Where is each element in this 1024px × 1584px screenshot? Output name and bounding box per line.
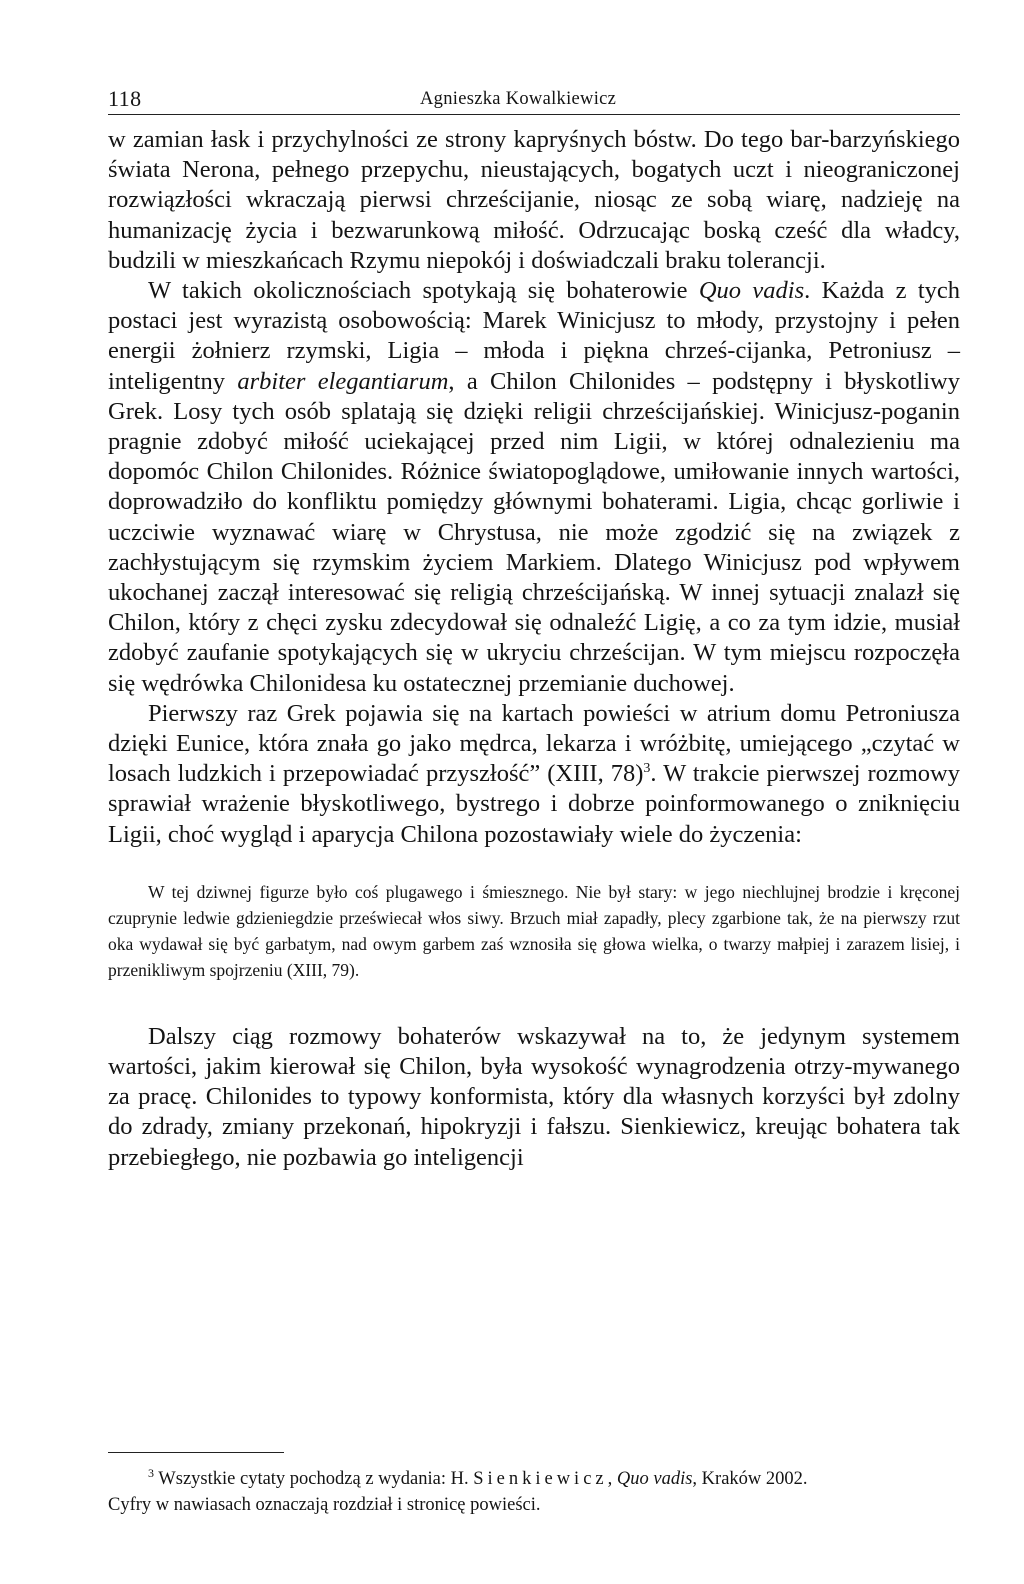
paragraph-3-part-b: . W trakcie pierwszej rozmowy sprawiał wrażenie błyskotliwego, bystrego i dobrze poinformowanego o zniknięciu Ligii, choć wygląd i aparycja Chilona pozostawiały wiele do życzenia: — [108, 760, 960, 848]
running-author: Agnieszka Kowalkiewicz — [420, 89, 617, 109]
paragraph-2-part-b: . Każda z tych postaci jest wyrazistą osobowością: Marek Winicjusz to młody, przystojny i pełen energii żołnierz rzymski, Ligia – młoda i piękna chrześ-cijanka, Petroniusz – inteligentny — [108, 277, 960, 395]
footnote-line-1 — [108, 1466, 960, 1492]
footnote-text-a: Wszystkie cytaty pochodzą z wydania: H. — [154, 1469, 474, 1489]
block-quote: W tej dziwnej figurze było coś plugawego i śmiesznego. Nie był stary: w jego niechlujnej brodzie i kręconej czuprynie ledwie gdzieniegdzie przeświecał włos siwy. Brzuch miał zapadły, plecy zgarbione tak, że na pierwszy rzut oka wydawał się być garbatym, nad owym garbem zaś wznosiła się głowa wielka, o twarzy małpiej i zarazem lisiej, i przenikliwym spojrzeniu (XIII, 79). — [108, 881, 960, 981]
footnote-text-b: , — [607, 1469, 617, 1489]
paragraph-2 — [108, 276, 960, 699]
running-header — [108, 80, 960, 115]
footnote-text-c: , Kraków 2002. — [692, 1469, 808, 1489]
paragraph-1: w zamian łask i przychylności ze strony kapryśnych bóstw. Do tego bar-barzyńskiego świata Nerona, pełnego przepychu, nieustających, bogatych uczt i nieograniczonej rozwiązłości wkraczają pierwsi chrześcijanie, niosąc ze sobą wiarę, nadzieję na humanizację życia i bezwarunkową miłość. Odrzucając boską cześć dla władcy, budzili w mieszkańcach Rzymu niepokój i doświadczali braku tolerancji. — [108, 126, 960, 274]
footnote-title: Quo vadis — [616, 1469, 693, 1489]
latin-phrase: arbiter elegantiarum — [237, 367, 449, 395]
footnote-author: Sienkiewicz — [473, 1469, 608, 1489]
paragraph-2-part-c: , a Chilon Chilonides – podstępny i błyskotliwy Grek. Losy tych osób splatają się dzięki religii chrześcijańskiej. Winicjusz-poganin pragnie zdobyć miłość uciekającej przed nim Ligii, w której odnalezieniu ma dopomóc Chilon Chilonides. Różnice światopoglądowe, umiłowanie innych wartości, doprowadziło do konfliktu pomiędzy głównymi bohaterami. Ligia, chcąc gorliwie i uczciwie wyznawać wiarę w Chrystusa, nie może zgodzić się na związek z zachłystującym się rzymskim życiem Markiem. Dlatego Winicjusz pod wpływem ukochanej zaczął interesować się religią chrześcijańską. W innej sytuacji znalazł się Chilon, który z chęci zysku zdecydował się odnaleźć Ligię, a co za tym idzie, musiał zdobyć zaufanie spotykających się w ukryciu chrześcijan. W tym miejscu rozpoczęła się wędrówka Chilonidesa ku ostatecznej przemianie duchowej. — [108, 367, 960, 697]
footnote-mark: 3 — [148, 1465, 154, 1480]
body-text — [108, 125, 960, 1173]
document-page — [108, 80, 960, 1515]
paragraph-2-part-a: W takich okolicznościach spotykają się bohaterowie — [148, 277, 699, 305]
footnote — [108, 1466, 960, 1518]
footnote-reference: 3 — [643, 761, 651, 777]
paragraph-4: Dalszy ciąg rozmowy bohaterów wskazywał na to, że jedynym systemem wartości, jakim kierował się Chilon, była wysokość wynagrodzenia otrzy-mywanego za pracę. Chilonides to typowy konformista, który dla własnych korzyści był zdolny do zdrady, zmiany przekonań, hipokryzji i fałszu. Sienkiewicz, kreując bohatera tak przebiegłego, nie pozbawia go inteligencji — [108, 1022, 960, 1171]
footnote-divider — [108, 1452, 284, 1453]
footnote-line-2: Cyfry w nawiasach oznaczają rozdział i stronicę powieści. — [108, 1495, 541, 1515]
title-quo-vadis: Quo vadis — [698, 277, 805, 305]
page-number: 118 — [108, 86, 142, 111]
paragraph-3-part-a: Pierwszy raz Grek pojawia się na kartach powieści w atrium domu Petroniusza dzięki Eunice, która znała go jako mędrca, lekarza i wróżbitę, umiejącego „czytać w losach ludzkich i przepowiadać przyszłość” (XIII, 78) — [108, 699, 960, 788]
paragraph-3 — [108, 699, 960, 850]
